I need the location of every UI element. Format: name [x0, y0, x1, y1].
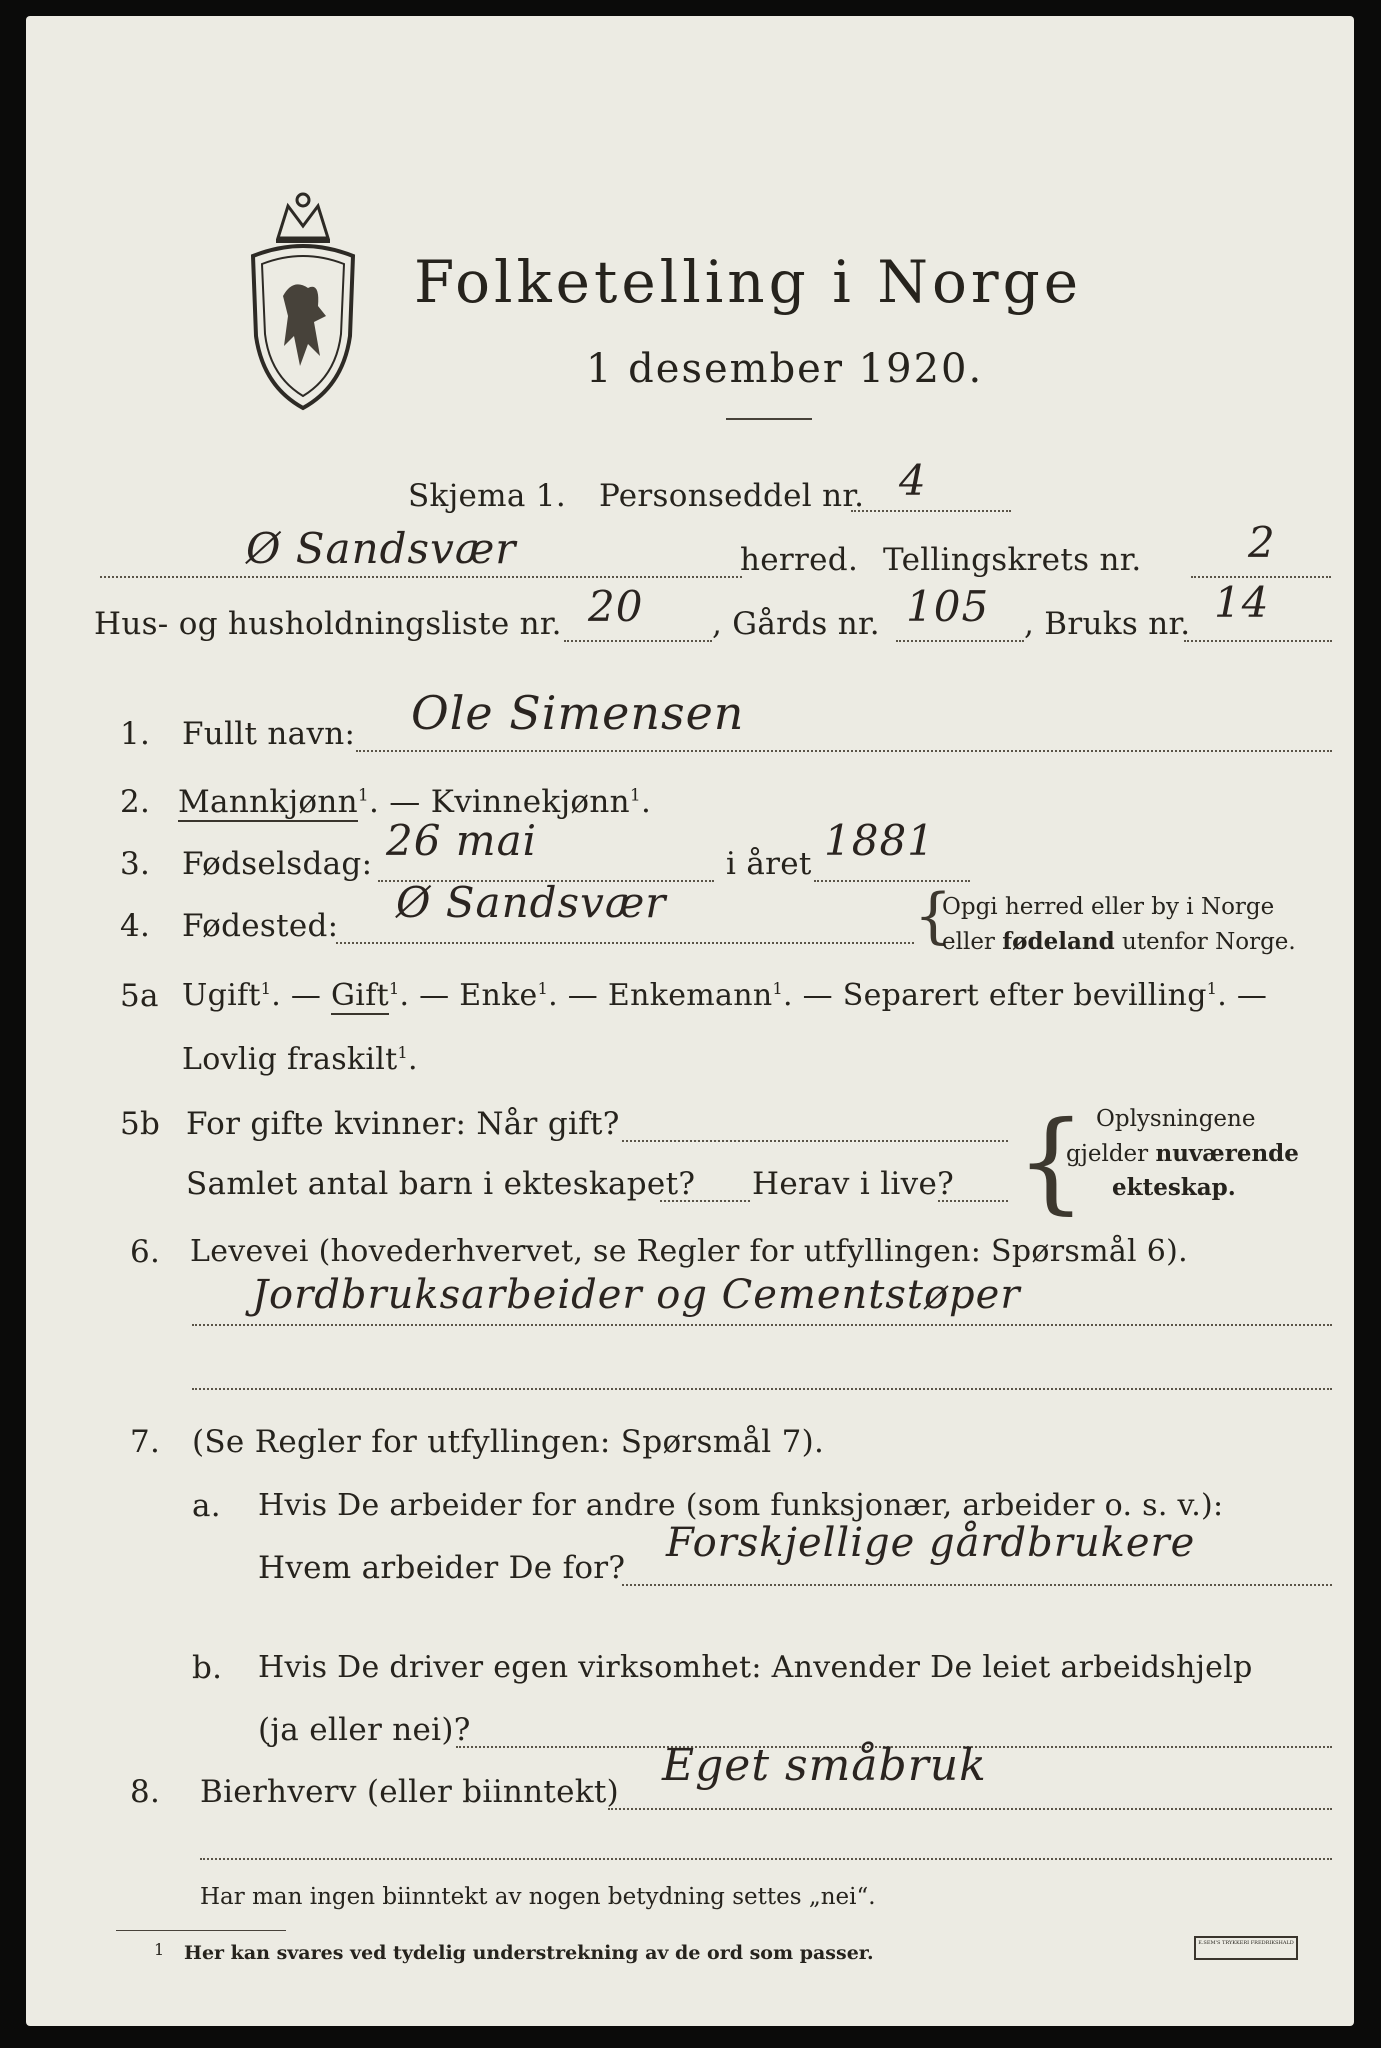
q5b-note2b: nuværende: [1155, 1140, 1299, 1167]
q8-number: 8.: [130, 1774, 161, 1810]
bruks-field[interactable]: [1184, 640, 1332, 642]
q7a-letter: a.: [192, 1488, 221, 1524]
q5b-note2a: gjelder: [1066, 1141, 1156, 1167]
q5b-note2: [1066, 1140, 1299, 1167]
personseddel-field[interactable]: [851, 510, 1011, 512]
birthplace-value: Ø Sandsvær: [396, 878, 667, 927]
q5b-label3: Herav i live?: [752, 1166, 955, 1202]
q5b-label1: For gifte kvinner: Når gift?: [186, 1106, 620, 1142]
footnote-divider: [116, 1930, 286, 1931]
footnote-mark: 1: [537, 979, 549, 998]
no-income-note: Har man ingen biinntekt av nogen betydning settes „nei“.: [200, 1884, 876, 1910]
census-form: [26, 16, 1354, 2026]
q4-number: 4.: [120, 908, 151, 944]
q4-note-b: fødeland: [1002, 928, 1115, 955]
q2-number: 2.: [120, 784, 151, 820]
census-date: 1 desember 1920.: [586, 346, 984, 392]
q5b-note1: Oplysningene: [1096, 1106, 1256, 1132]
q6-label: Levevei (hovederhvervet, se Regler for utfyllingen: Spørsmål 6).: [190, 1234, 1188, 1269]
enke-option[interactable]: . — Enke: [399, 978, 538, 1013]
mannkjonn-option[interactable]: Mannkjønn: [178, 784, 358, 820]
q5b-label2: Samlet antal barn i ekteskapet?: [186, 1166, 696, 1202]
children-count-field[interactable]: [660, 1200, 750, 1202]
footnote-mark: 1: [260, 979, 272, 998]
kvinnekjonn-option[interactable]: . — Kvinnekjønn: [368, 784, 630, 820]
side-income-field-2[interactable]: [200, 1858, 1332, 1860]
q1-label: Fullt navn:: [182, 716, 356, 752]
occupation-field-2[interactable]: [192, 1388, 1332, 1390]
q3-number: 3.: [120, 846, 151, 882]
separator: . —: [271, 978, 332, 1013]
gards-field[interactable]: [896, 640, 1024, 642]
gender-end: .: [641, 784, 652, 820]
herred-field[interactable]: [100, 576, 742, 578]
gift-option[interactable]: Gift: [331, 978, 389, 1013]
q4-brace: {: [914, 881, 953, 951]
q4-note-c: utenfor Norge.: [1114, 929, 1296, 955]
footnote-mark: 1: [772, 979, 783, 998]
q7b-letter: b.: [192, 1650, 223, 1686]
gards-label: , Gårds nr.: [712, 606, 880, 642]
q5b-number: 5b: [120, 1106, 161, 1142]
herred-label: herred.: [740, 542, 859, 578]
q4-note-line1: Opgi herred eller by i Norge: [942, 894, 1275, 920]
tellingskrets-label: Tellingskrets nr.: [883, 542, 1142, 578]
footnote-mark: 1: [1206, 979, 1218, 998]
employer-value: Forskjellige gårdbrukere: [666, 1520, 1196, 1566]
q3-year-label: i året: [726, 846, 812, 882]
q1-number: 1.: [120, 716, 151, 752]
printer-stamp: E.SEM'S TRYKKERI FREDRIKSHALD: [1194, 1936, 1298, 1960]
q4-note-a: eller: [942, 929, 1003, 955]
q3-label: Fødselsdag:: [182, 846, 373, 882]
employer-field[interactable]: [622, 1584, 1332, 1586]
bruks-label: , Bruks nr.: [1024, 606, 1191, 642]
ugift-option[interactable]: Ugift: [182, 978, 261, 1013]
footnote-mark: 1: [357, 785, 369, 806]
bruks-value: 14: [1214, 578, 1270, 627]
footnote-mark: 1: [629, 785, 642, 806]
form-title: Folketelling i Norge: [414, 248, 1083, 316]
married-when-field[interactable]: [622, 1140, 1008, 1142]
q7b-text: Hvis De driver egen virksomhet: Anvender De leiet arbeidshjelp: [258, 1650, 1253, 1685]
birthyear-value: 1881: [824, 816, 935, 865]
gards-value: 105: [906, 582, 990, 631]
q7b-label2: (ja eller nei)?: [258, 1712, 471, 1748]
coat-of-arms-icon: [248, 186, 358, 411]
enkemann-option[interactable]: . — Enkemann: [548, 978, 773, 1013]
birthplace-field[interactable]: [336, 942, 914, 944]
side-income-value: Eget småbruk: [662, 1740, 987, 1791]
husliste-label: Hus- og husholdningsliste nr.: [94, 606, 562, 642]
skjema-label: Skjema 1.: [408, 478, 566, 514]
full-name-value: Ole Simensen: [411, 686, 745, 740]
q7-label: (Se Regler for utfyllingen: Spørsmål 7).: [192, 1424, 825, 1460]
footnote-mark: 1: [388, 979, 400, 998]
separator: .: [408, 1042, 418, 1077]
footnote-text: Her kan svares ved tydelig understrekning av de ord som passer.: [184, 1942, 874, 1964]
q6-number: 6.: [130, 1234, 161, 1270]
occupation-field[interactable]: [192, 1324, 1332, 1326]
marital-status-line: [182, 978, 1267, 1013]
herred-value: Ø Sandsvær: [246, 524, 517, 573]
separator: . —: [1217, 978, 1268, 1013]
husliste-value: 20: [588, 582, 644, 631]
q7a-label2: Hvem arbeider De for?: [258, 1550, 626, 1586]
q5b-note3: ekteskap.: [1112, 1174, 1236, 1201]
q7a-text: Hvis De arbeider for andre (som funksjonær, arbeider o. s. v.):: [258, 1488, 1224, 1523]
children-alive-field[interactable]: [938, 1200, 1008, 1202]
tellingskrets-value: 2: [1248, 518, 1276, 567]
q4-label: Fødested:: [182, 908, 339, 944]
personseddel-label: Personseddel nr.: [599, 478, 865, 514]
personseddel-value: 4: [899, 456, 927, 505]
occupation-value: Jordbruksarbeider og Cementstøper: [252, 1272, 1021, 1318]
title-divider: [726, 418, 812, 420]
footnote-number: 1: [154, 1940, 165, 1959]
side-income-field[interactable]: [608, 1808, 1332, 1810]
q5a-number: 5a: [120, 978, 159, 1014]
q5b-brace: {: [1016, 1097, 1086, 1225]
footnote-mark: 1: [397, 1043, 408, 1062]
separert-option[interactable]: . — Separert efter bevilling: [782, 978, 1207, 1013]
birthday-value: 26 mai: [386, 816, 538, 865]
q4-note-line2: [942, 928, 1296, 955]
q8-label: Bierhverv (eller biinntekt): [200, 1774, 620, 1810]
husliste-field[interactable]: [564, 640, 712, 642]
full-name-field[interactable]: [356, 750, 1332, 752]
gender-line: [178, 784, 651, 820]
fraskilt-line: [182, 1042, 418, 1077]
fraskilt-option[interactable]: Lovlig fraskilt: [182, 1042, 398, 1077]
q7-number: 7.: [130, 1424, 161, 1460]
